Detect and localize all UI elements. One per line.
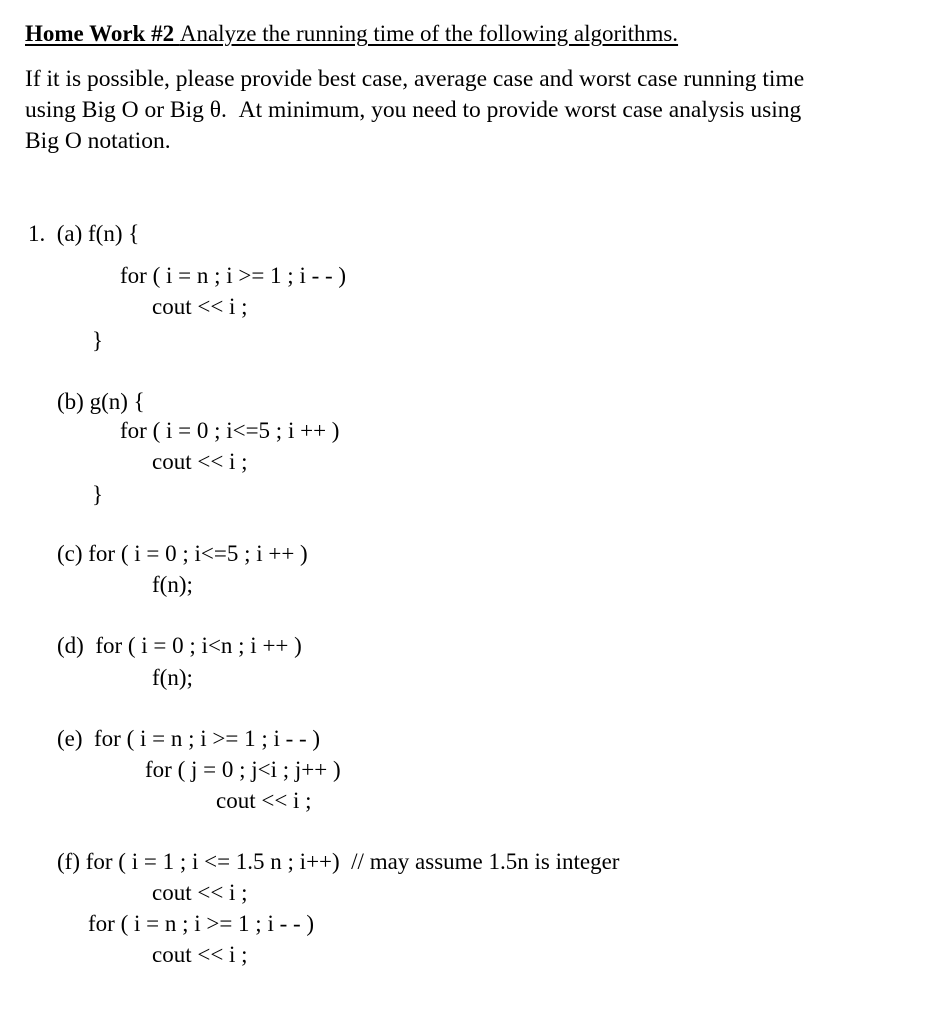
problem-a-loop: for ( i = n ; i >= 1 ; i - - ) [120,263,347,288]
homework-title [25,20,678,48]
problem-b-loop: for ( i = 0 ; i<=5 ; i ++ ) [120,418,340,443]
problem-a-body: cout << i ; [152,294,248,319]
problem-d-body: f(n); [152,665,193,690]
intro-line-2: using Big O or Big θ. At minimum, you need to provide worst case analysis using [25,97,802,123]
problem-c-body: f(n); [152,572,193,597]
problem-d-header: (d) for ( i = 0 ; i<n ; i ++ ) [57,633,302,658]
problem-e-inner-loop: for ( j = 0 ; j<i ; j++ ) [145,757,341,782]
problem-b-close: } [92,482,104,507]
problem-e-header: (e) for ( i = n ; i >= 1 ; i - - ) [57,726,321,751]
homework-label: Home Work #2 [25,21,180,46]
problem-f-body-2: cout << i ; [152,942,248,967]
problem-c-header: (c) for ( i = 0 ; i<=5 ; i ++ ) [57,541,308,566]
problem-f-header: (f) for ( i = 1 ; i <= 1.5 n ; i++) // may assume 1.5n is integer [57,849,620,874]
problem-a-close: } [92,328,104,353]
problem-e-body: cout << i ; [216,788,312,813]
problem-b-body: cout << i ; [152,449,248,474]
problem-f-body-1: cout << i ; [152,880,248,905]
homework-instruction: Analyze the running time of the following algorithms. [179,21,679,46]
problem-f-loop-2: for ( i = n ; i >= 1 ; i - - ) [88,911,315,936]
intro-line-3: Big O notation. [25,128,171,154]
problem-a-header: 1. (a) f(n) { [28,221,140,246]
intro-line-1: If it is possible, please provide best case, average case and worst case running time [25,66,805,92]
problem-b-header: (b) g(n) { [57,389,145,414]
